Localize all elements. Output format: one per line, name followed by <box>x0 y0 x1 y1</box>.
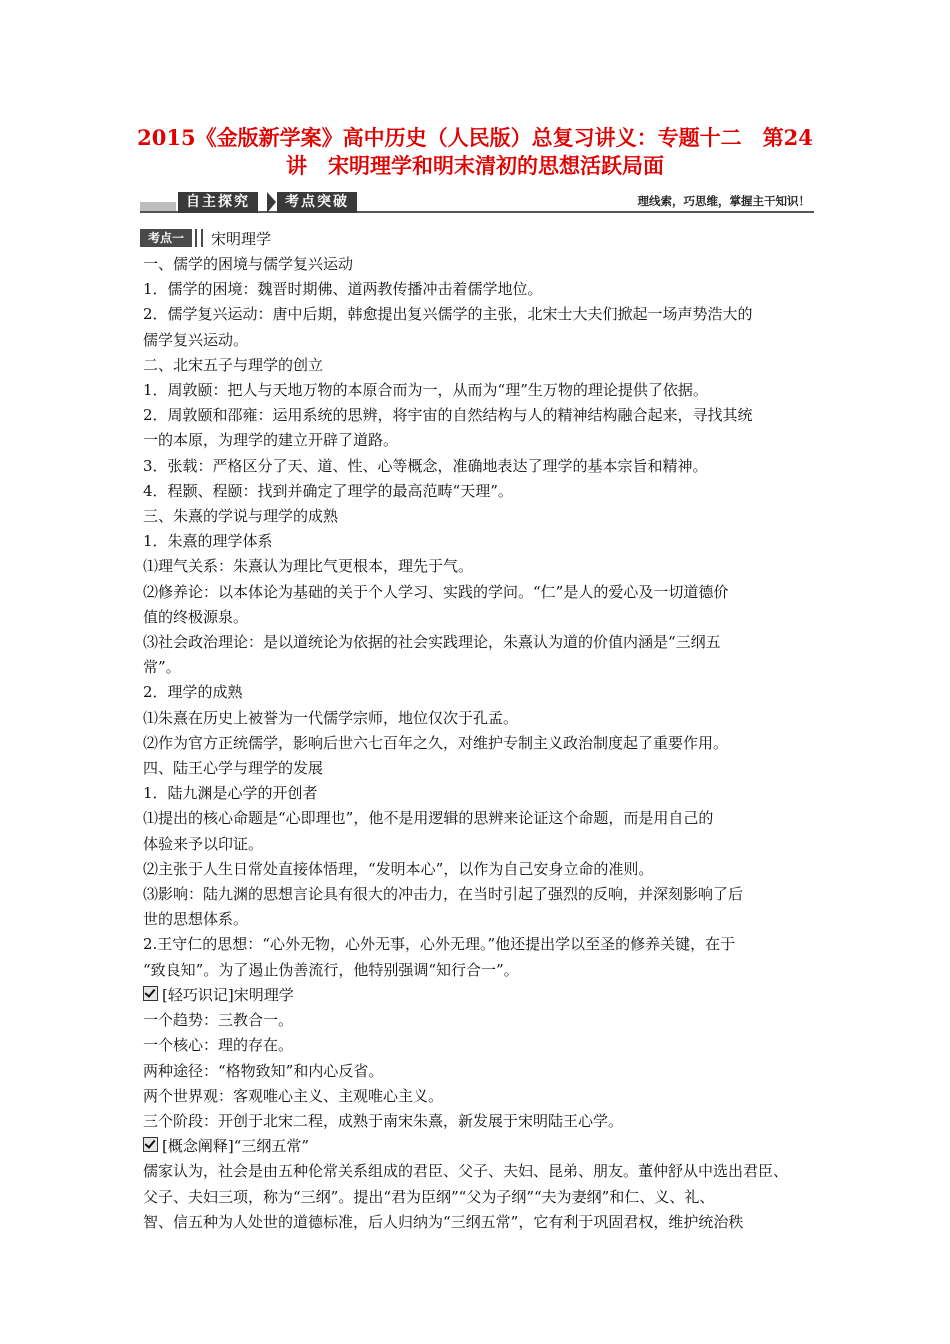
body-line: ⑴理气关系：朱熹认为理比气更根本，理先于气。 <box>143 557 474 576</box>
checked-box-icon <box>143 986 158 1001</box>
body-line: 四、陆王心学与理学的发展 <box>143 759 324 778</box>
checked-box-icon <box>143 1137 158 1152</box>
body-line: 常”。 <box>143 658 181 677</box>
body-line: 父子、夫妇三项，称为“三纲”。提出“君为臣纲”“父为子纲”“夫为妻纲”和仁、义、礼、 <box>143 1187 715 1206</box>
body-line: 1．儒学的困境：魏晋时期佛、道两教传播冲击着儒学地位。 <box>143 280 543 299</box>
body-line: ⑴朱熹在历史上被誉为一代儒学宗师，地位仅次于孔孟。 <box>143 708 519 727</box>
body-line: ⑵修养论：以本体论为基础的关于个人学习、实践的学问。“仁”是人的爱心及一切道德价 <box>143 582 729 601</box>
key-point-bars-icon <box>195 229 203 247</box>
tab-key-points: 考点突破 <box>277 192 357 213</box>
body-line: 1．朱熹的理学体系 <box>143 532 273 551</box>
body-line: 儒学复兴运动。 <box>143 330 249 349</box>
body-line: 智、信五种为人处世的道德标准，后人归纳为“三纲五常”，它有利于巩固君权，维护统治秩 <box>143 1212 744 1231</box>
body-line: 一的本原，为理学的建立开辟了道路。 <box>143 431 399 450</box>
body-line: 值的终极源泉。 <box>143 607 249 626</box>
body-line: 三、朱熹的学说与理学的成熟 <box>143 507 339 526</box>
body-line: 2.王守仁的思想：“心外无物，心外无事，心外无理。”他还提出学以至圣的修养关键，在于 <box>143 935 736 954</box>
key-point-header <box>140 229 271 247</box>
concept-heading-text: [概念阐释]“三纲五常” <box>162 1137 310 1156</box>
body-line: 2．理学的成熟 <box>143 683 243 702</box>
body-line: 4．程颢、程颐：找到并确定了理学的最高范畴“天理”。 <box>143 481 513 500</box>
body-line: ⑶社会政治理论：是以道统论为依据的社会实践理论，朱熹认为道的价值内涵是“三纲五 <box>143 633 721 652</box>
memo-heading <box>143 983 813 1008</box>
section-banner <box>140 190 814 216</box>
body-line: 世的思想体系。 <box>143 910 249 929</box>
body-line: 两个世界观：客观唯心主义、主观唯心主义。 <box>143 1086 444 1105</box>
title-line-1: 2015《金版新学案》高中历史（人民版）总复习讲义：专题十二 第24 <box>137 125 813 150</box>
body-line: 两种途径：“格物致知”和内心反省。 <box>143 1061 384 1080</box>
banner-lead-bar <box>140 202 176 211</box>
concept-heading <box>143 1134 813 1159</box>
body-line: 1．周敦颐：把人与天地万物的本原合而为一，从而为“理”生万物的理论提供了依据。 <box>143 381 708 400</box>
body-line: 一个核心：理的存在。 <box>143 1036 294 1055</box>
title-line-2: 讲 宋明理学和明末清初的思想活跃局面 <box>286 153 664 178</box>
body-line: 儒家认为，社会是由五种伦常关系组成的君臣、父子、夫妇、昆弟、朋友。董仲舒从中选出君臣、 <box>143 1162 789 1181</box>
body-line: 1．陆九渊是心学的开创者 <box>143 784 318 803</box>
body-line: ⑵作为官方正统儒学，影响后世六七百年之久，对维护专制主义政治制度起了重要作用。 <box>143 733 729 752</box>
body-line: ⑵主张于人生日常处直接体悟理，“发明本心”，以作为自己安身立命的准则。 <box>143 859 654 878</box>
body-line: 2．儒学复兴运动：唐中后期，韩愈提出复兴儒学的主张，北宋士大夫们掀起一场声势浩大的 <box>143 305 753 324</box>
document-body <box>143 252 813 1235</box>
tab-arrow-icon <box>267 192 276 213</box>
body-line: 体验来予以印证。 <box>143 834 264 853</box>
body-line: ⑶影响：陆九渊的思想言论具有很大的冲击力，在当时引起了强烈的反响，并深刻影响了后 <box>143 885 744 904</box>
body-line: 一、儒学的困境与儒学复兴运动 <box>143 255 354 273</box>
body-line: “致良知”。为了遏止伪善流行，他特别强调“知行合一”。 <box>143 960 519 979</box>
body-line: 二、北宋五子与理学的创立 <box>143 355 324 374</box>
banner-slogan: 理线索，巧思维，掌握主干知识！ <box>637 194 810 208</box>
body-line: ⑴提出的核心命题是“心即理也”，他不是用逻辑的思辨来论证这个命题，而是用自己的 <box>143 809 714 828</box>
body-line: 2．周敦颐和邵雍：运用系统的思辨，将宇宙的自然结构与人的精神结构融合起来，寻找其统 <box>143 406 753 425</box>
memo-heading-text: [轻巧识记]宋明理学 <box>162 985 294 1004</box>
body-line: 3．张载：严格区分了天、道、性、心等概念，准确地表达了理学的基本宗旨和精神。 <box>143 456 708 475</box>
key-point-topic: 宋明理学 <box>211 230 272 248</box>
document-title <box>100 124 850 180</box>
key-point-label: 考点一 <box>140 229 192 247</box>
body-line: 三个阶段：开创于北宋二程，成熟于南宋朱熹，新发展于宋明陆王心学。 <box>143 1111 624 1130</box>
tab-self-study: 自主探究 <box>178 192 258 213</box>
body-line: 一个趋势：三教合一。 <box>143 1011 294 1030</box>
